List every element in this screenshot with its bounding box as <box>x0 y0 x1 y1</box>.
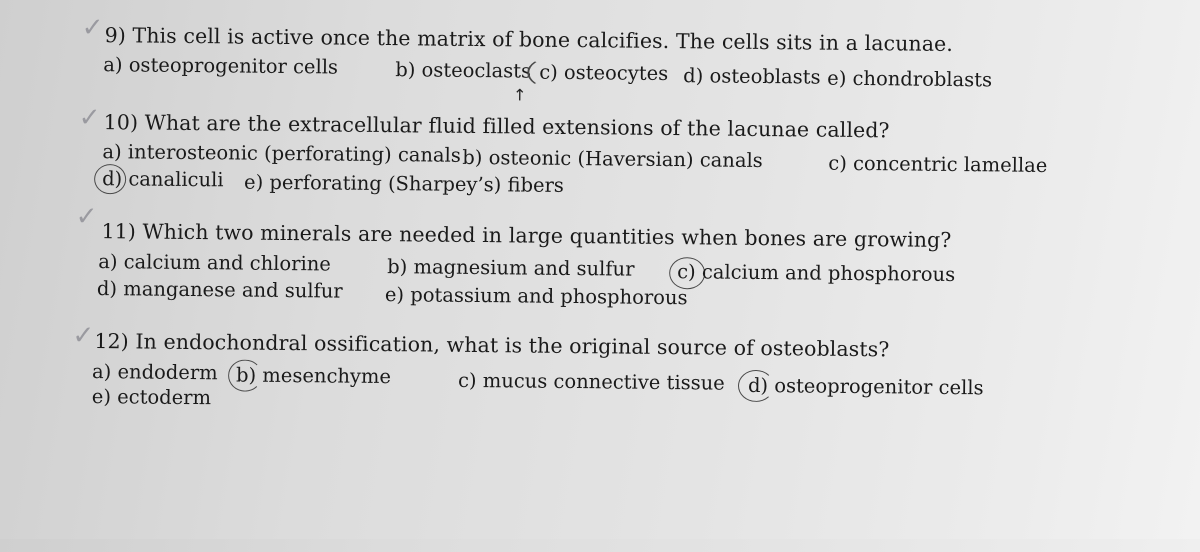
question-12-option-e: e) ectoderm <box>91 384 212 410</box>
question-11-stem: 11) Which two minerals are needed in large quantities when bones are growing? <box>101 219 952 252</box>
check-mark-icon: ✓ <box>75 201 98 233</box>
question-10-option-d: d) canaliculi <box>102 167 224 192</box>
question-11-option-e: e) potassium and phosphorous <box>384 283 688 310</box>
check-mark-icon: ✓ <box>78 102 101 134</box>
question-11-option-c: c) calcium and phosphorous <box>677 260 956 287</box>
question-10-stem: 10) What are the extracellular fluid filled extensions of the lacunae called? <box>103 110 890 143</box>
pencil-arrow-icon: ↑ <box>512 85 527 105</box>
question-10-option-e: e) perforating (Sharpey’s) fibers <box>243 170 565 197</box>
check-mark-icon: ✓ <box>81 12 104 44</box>
question-12-option-a: a) endoderm <box>91 359 218 385</box>
question-9-option-b: b) osteoclasts <box>395 58 532 83</box>
question-12-option-b: b) mesenchyme <box>235 363 392 389</box>
question-9-option-a: a) osteoprogenitor cells <box>103 53 339 79</box>
check-mark-icon: ✓ <box>72 320 95 352</box>
question-12-stem: 12) In endochondral ossification, what is the original source of osteoblasts? <box>94 329 890 362</box>
question-10-option-a: a) interosteonic (perforating) canals <box>102 140 461 167</box>
question-12-option-c: c) mucus connective tissue <box>457 368 725 395</box>
question-11-option-a: a) calcium and chlorine <box>98 250 331 276</box>
question-9-option-c: c) osteocytes <box>539 60 669 86</box>
question-9-option-d: d) osteoblasts <box>683 64 821 89</box>
question-11-option-b: b) magnesium and sulfur <box>387 255 635 281</box>
question-12-option-d: d) osteoprogenitor cells <box>747 373 984 400</box>
question-9-option-e: e) chondroblasts <box>827 66 993 92</box>
question-9-stem: 9) This cell is active once the matrix of bone calcifies. The cells sits in a lacunae. <box>104 23 954 56</box>
question-10-option-c: c) concentric lamellae <box>828 151 1048 177</box>
question-11-option-d: d) manganese and sulfur <box>96 277 343 303</box>
question-10-option-b: b) osteonic (Haversian) canals <box>462 145 763 172</box>
